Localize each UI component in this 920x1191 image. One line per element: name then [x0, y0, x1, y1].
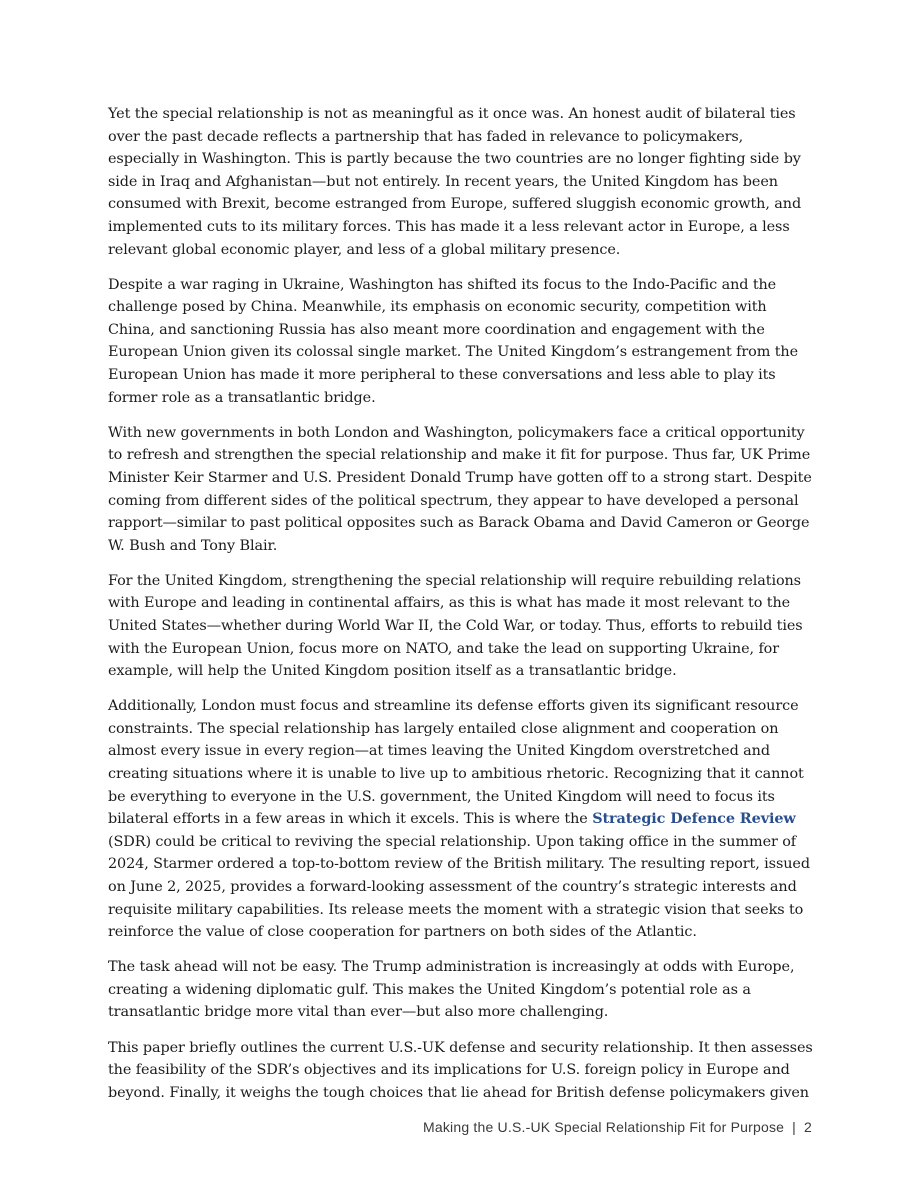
- footer-title: Making the U.S.-UK Special Relationship Fit for Purpose: [422, 1119, 785, 1135]
- paragraph-7: This paper briefly outlines the current U.S.-UK defense and security relationship. It then assesses the feasibility of the SDR’s objectives and its implications for U.S. foreign policy in Europe and beyond. Finally, it weighs the tough choices that lie ahead for British defense policymakers given: [108, 1039, 813, 1101]
- paragraph-5: [108, 695, 814, 944]
- page-number: 2: [804, 1119, 812, 1135]
- paragraph-6: The task ahead will not be easy. The Trump administration is increasingly at odds with Europe, creating a widening diplomatic gulf. This makes the United Kingdom’s potential role as a transatlantic bridge more vital than ever—but also more challenging.: [108, 959, 795, 1021]
- footer-separator: |: [792, 1119, 796, 1135]
- paragraph-4: For the United Kingdom, strengthening the special relationship will require rebuilding relations with Europe and leading in continental affairs, as this is what has made it most relevant to the United States—whether during World War II, the Cold War, or today. Thus, efforts to rebuild ties with the European Union, focus more on NATO, and take the lead on supporting Ukraine, for example, will help the United Kingdom position itself as a transatlantic bridge.: [108, 572, 803, 680]
- strategic-defence-review-link[interactable]: Strategic Defence Review: [592, 810, 796, 828]
- page-footer: [423, 1119, 812, 1135]
- paragraph-2: Despite a war raging in Ukraine, Washington has shifted its focus to the Indo-Pacific and the challenge posed by China. Meanwhile, its emphasis on economic security, competition with China, and sanctioning Russia has also meant more coordination and engagement with the European Union given its colossal single market. The United Kingdom’s estrangement from the European Union has made it more peripheral to these conversations and less able to play its former role as a transatlantic bridge.: [108, 276, 798, 406]
- paragraph-5-text-before: Additionally, London must focus and streamline its defense efforts given its significant resource constraints. The special relationship has largely entailed close alignment and cooperation on almost every issue in every region—at times leaving the United Kingdom overstretched and creating situations where it is unable to live up to ambitious rhetoric. Recognizing that it cannot be everything to everyone in the U.S. government, the United Kingdom will need to focus its bilateral efforts in a few areas in which it excels. This is where the: [108, 698, 804, 828]
- paragraph-3: With new governments in both London and Washington, policymakers face a critical opportunity to refresh and strengthen the special relationship and make it fit for purpose. Thus far, UK Prime Minister Keir Starmer and U.S. President Donald Trump have gotten off to a strong start. Despite coming from different sides of the political spectrum, they appear to have developed a personal rapport—similar to past political opposites such as Barack Obama and David Cameron or George W. Bush and Tony Blair.: [108, 424, 812, 554]
- paragraph-1: Yet the special relationship is not as meaningful as it once was. An honest audit of bilateral ties over the past decade reflects a partnership that has faded in relevance to policymakers, especially in Washington. This is partly because the two countries are no longer fighting side by side in Iraq and Afghanistan—but not entirely. In recent years, the United Kingdom has been consumed with Brexit, become estranged from Europe, suffered sluggish economic growth, and implemented cuts to its military forces. This has made it a less relevant actor in Europe, a less relevant global economic player, and less of a global military presence.: [108, 106, 802, 258]
- document-body: [108, 103, 814, 1117]
- paragraph-5-text-after: (SDR) could be critical to reviving the special relationship. Upon taking office in the summer of 2024, Starmer ordered a top-to-bottom review of the British military. The resulting report, issued on June 2, 2025, provides a forward-looking assessment of the country’s strategic interests and requisite military capabilities. Its release meets the moment with a strategic vision that seeks to reinforce the value of close cooperation for partners on both sides of the Atlantic.: [108, 833, 810, 941]
